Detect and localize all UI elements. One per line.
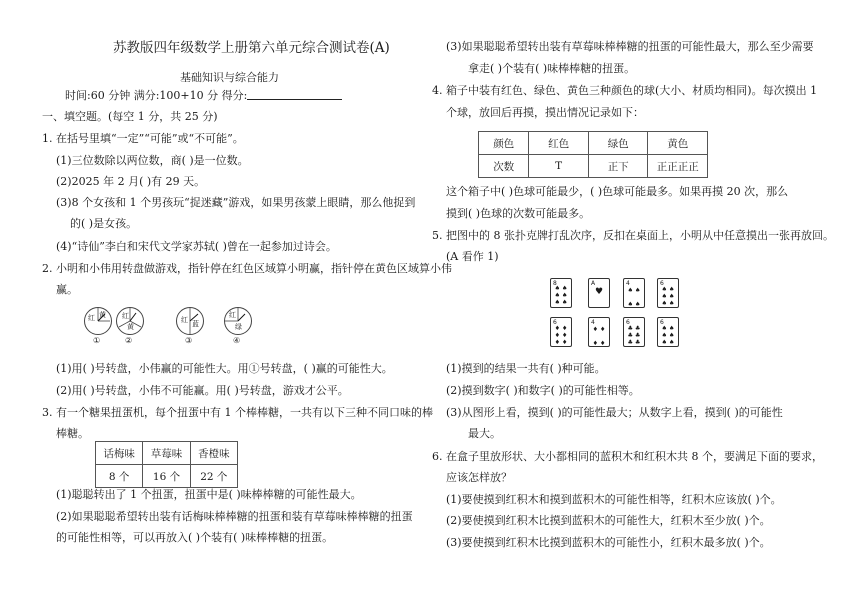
tally-cell: 正正正正 [648,155,708,178]
section-heading: 一、填空题。(每空 1 分，共 25 分) [42,110,218,123]
spinner-1-number: ① [93,336,101,345]
playing-card: 6 ♠ ♠ ♠ ♠ ♠ ♠ [657,317,679,347]
table-cell: 8 个 [96,465,143,488]
question-4-line1: 4. 箱子中装有红色、绿色、黄色三种颜色的球(大小、材质均相同)。每次摸出 1 [432,84,818,97]
table-header: 红色 [529,132,589,155]
question-1-1: (1)三位数除以两位数，商( )是一位数。 [56,154,249,167]
spinner-label: 蓝 [192,320,199,328]
question-3-3-line1: (3)如果聪聪希望转出装有草莓味棒棒糖的扭蛋的可能性最大，那么至少需要 [446,40,814,53]
question-6-3: (3)要使摸到红积木比摸到蓝积木的可能性小，红积木最多放( )个。 [446,536,771,549]
table-header: 香橙味 [190,442,237,465]
spinner-label: 黄 [99,311,106,319]
question-5-2: (2)摸到数字( )和数字( )的可能性相等。 [446,384,640,397]
question-1-2: (2)2025 年 2 月( )有 29 天。 [56,175,206,188]
question-4-line4: 摸到( )色球的次数可能最多。 [446,207,591,220]
question-3-2-line1: (2)如果聪聪希望转出装有话梅味棒棒糖的扭蛋和装有草莓味棒棒糖的扭蛋 [56,510,413,523]
question-1: 1. 在括号里填“一定”“可能”或“不可能”。 [42,132,244,145]
ball-table [478,131,708,178]
card-rank: 8 [553,280,557,287]
page-subtitle: 基础知识与综合能力 [180,71,279,84]
card-rank: 6 [626,319,630,326]
spinner-label: 黄 [127,323,134,331]
exam-info [65,89,342,103]
question-6-1: (1)要使摸到红积木和摸到蓝积木的可能性相等，红积木应该放( )个。 [446,493,782,506]
playing-card: 6 ♦ ♦ ♦ ♦ ♦ ♦ [550,317,572,347]
question-1-4: (4)“诗仙”李白和宋代文学家苏轼( )曾在一起参加过诗会。 [56,240,337,253]
spinner-2 [116,307,144,335]
table-header: 草莓味 [143,442,190,465]
question-6-line1: 6. 在盒子里放形状、大小都相同的蓝积木和红积木共 8 个，要满足下面的要求， [432,450,823,463]
table-row-label: 次数 [479,155,529,178]
spinner-label: 红 [122,312,129,320]
question-1-3-line2: 的( )是女孩。 [70,217,138,230]
question-3-2-line2: 的可能性相等，可以再放入( )个装有( )味棒棒糖的扭蛋。 [56,531,334,544]
question-3-1: (1)聪聪转出了 1 个扭蛋，扭蛋中是( )味棒棒糖的可能性最大。 [56,488,362,501]
question-5-line2: (A 看作 1) [446,250,499,263]
spinner-4 [224,307,252,335]
question-3-line1: 3. 有一个糖果扭蛋机，每个扭蛋中有 1 个棒棒糖，一共有以下三种不同口味的棒 [42,406,433,419]
spinner-label: 绿 [235,323,242,331]
playing-card: 6 ♣ ♣ ♣ ♣ ♣ ♣ [623,317,645,347]
playing-card: 4 ♠ ♠ ♠ ♠ [623,278,645,308]
card-rank: 6 [660,280,664,287]
question-2-line1: 2. 小明和小伟用转盘做游戏，指针停在红色区域算小明赢，指针停在黄色区域算小伟 [42,262,452,275]
question-2-1: (1)用( )号转盘，小伟赢的可能性大。用①号转盘，( )赢的可能性大。 [56,362,393,375]
spinner-3-number: ③ [185,336,193,345]
score-blank[interactable] [247,89,342,100]
question-2-line2: 赢。 [56,283,78,296]
card-rank: 4 [626,280,630,287]
card-suit: ♥ [594,287,604,297]
question-5-line1: 5. 把图中的 8 张扑克牌打乱次序，反扣在桌面上，小明从中任意摸出一张再放回。 [432,229,834,242]
tally-cell: T [529,155,589,178]
spinner-label: 红 [181,316,188,324]
spinner-4-number: ④ [233,336,241,345]
question-3-3-line2: 拿走( )个装有( )味棒棒糖的扭蛋。 [468,62,636,75]
table-header: 绿色 [588,132,648,155]
spinner-3 [176,307,204,335]
spinner-label: 红 [229,311,236,319]
exam-info-text: 时间:60 分钟 满分:100+10 分 得分: [65,89,248,102]
playing-card: 4 ♦ ♦ ♦ ♦ [588,317,610,347]
table-header: 话梅味 [96,442,143,465]
spinner-label: 红 [88,314,95,322]
question-6-line2: 应该怎样放？ [446,471,512,484]
page-title: 苏教版四年级数学上册第六单元综合测试卷(A) [113,40,390,56]
table-cell: 16 个 [143,465,190,488]
card-rank: A [591,280,596,287]
card-rank: 6 [553,319,557,326]
table-header: 黄色 [648,132,708,155]
card-rank: 6 [660,319,664,326]
playing-card: 8 ♠ ♠ ♠ ♠ ♠ ♠ [550,278,572,308]
spinner-2-number: ② [125,336,133,345]
playing-card: 6 ♠ ♠ ♠ ♠ ♠ ♠ [657,278,679,308]
playing-card [588,278,610,308]
question-3-line2: 棒糖。 [56,427,89,440]
question-5-1: (1)摸到的结果一共有( )种可能。 [446,362,606,375]
question-4-line3: 这个箱子中( )色球可能最少，( )色球可能最多。如果再摸 20 次，那么 [446,185,789,198]
question-2-2: (2)用( )号转盘，小伟不可能赢。用( )号转盘，游戏才公平。 [56,384,349,397]
question-5-3-line1: (3)从图形上看，摸到( )的可能性最大；从数字上看，摸到( )的可能性 [446,406,783,419]
question-1-3-line1: (3)8 个女孩和 1 个男孩玩“捉迷藏”游戏，如果男孩蒙上眼睛，那么他捉到 [56,196,416,209]
tally-cell: 正下 [588,155,648,178]
table-header: 颜色 [479,132,529,155]
candy-table [95,441,238,488]
question-6-2: (2)要使摸到红积木比摸到蓝积木的可能性大，红积木至少放( )个。 [446,514,771,527]
card-rank: 4 [591,319,595,326]
spinner-1 [84,307,112,335]
table-cell: 22 个 [190,465,237,488]
question-5-3-line2: 最大。 [468,427,501,440]
question-4-line2: 个球，放回后再摸，摸出情况记录如下： [446,106,644,119]
